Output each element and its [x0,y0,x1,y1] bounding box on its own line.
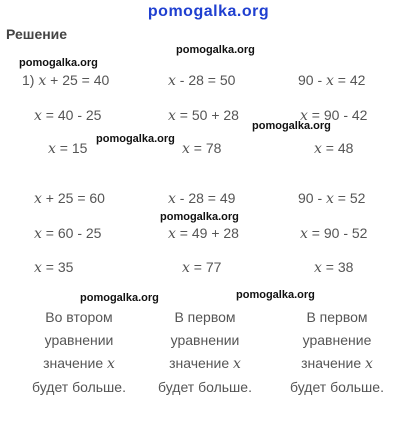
note-line: Во втором [45,309,113,325]
note-line: В первом [306,309,368,325]
solution-heading: Решение [6,26,68,42]
note-line: значение x [301,355,373,372]
note-line: значение x [169,355,241,372]
equation: x = 90 - 42 [300,107,368,124]
equation: x = 78 [182,140,222,157]
watermark: pomogalka.org [176,44,255,56]
equation: x - 28 = 49 [168,190,236,207]
equation: 1) x + 25 = 40 [22,72,110,89]
equation: x = 49 + 28 [168,225,239,242]
site-logo: pomogalka.org [147,3,270,20]
equation: x = 40 - 25 [34,107,102,124]
note-line: будет больше. [32,379,126,395]
equation: x = 90 - 52 [300,225,368,242]
equation: x = 38 [314,259,354,276]
equation: x = 15 [48,140,88,157]
watermark: pomogalka.org [236,289,315,301]
watermark: pomogalka.org [19,57,98,69]
note-line: В первом [174,309,236,325]
equation: x = 50 + 28 [168,107,239,124]
equation: x = 35 [34,259,74,276]
equation: x = 60 - 25 [34,225,102,242]
note-line: уравнении [170,332,240,348]
conclusion-note [272,306,402,399]
conclusion-note [14,306,144,399]
equation: 90 - x = 42 [298,72,366,89]
note-line: значение x [43,355,115,372]
watermark: pomogalka.org [252,120,331,132]
note-line: будет больше. [290,379,384,395]
watermark: pomogalka.org [160,211,239,223]
equation: 90 - x = 52 [298,190,366,207]
conclusion-note [140,306,270,399]
watermark: pomogalka.org [80,292,159,304]
note-line: уравнении [44,332,114,348]
note-line: уравнение [302,332,372,348]
equation: x = 77 [182,259,222,276]
note-line: будет больше. [158,379,252,395]
equation: x - 28 = 50 [168,72,236,89]
equation: x = 48 [314,140,354,157]
watermark: pomogalka.org [96,133,175,145]
equation: x + 25 = 60 [34,190,105,207]
